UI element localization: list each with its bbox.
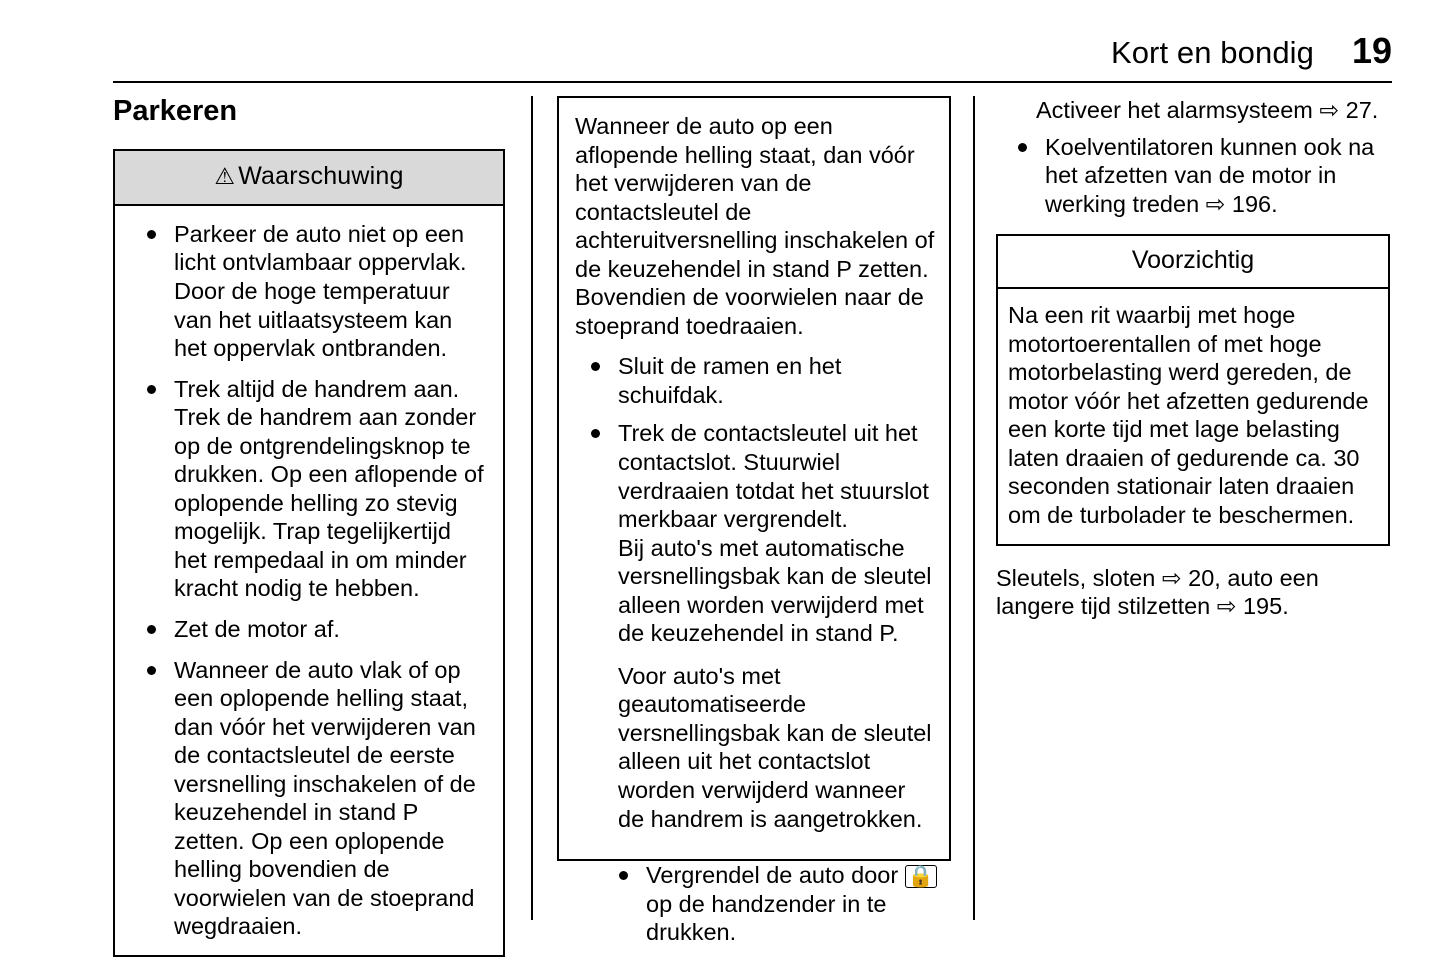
alarm-reference-line: Activeer het alarmsysteem ⇨ 27. [1036, 97, 1379, 123]
warning-list [125, 220, 489, 941]
list-item: Parkeer de auto niet op een licht ontvlambaar oppervlak. Door de hoge temperatuur van het uitlaatsysteem kan het oppervlak ontbranden. [125, 220, 489, 363]
section-title-parkeren: Parkeren [113, 95, 238, 127]
list-item: Koelventilatoren kunnen ook na het afzetten van de motor in werking treden ⇨ 196. [996, 133, 1392, 219]
column-3 [996, 96, 1392, 644]
warning-body [115, 206, 503, 955]
column-divider-1 [531, 96, 533, 920]
parking-steps-list [569, 352, 937, 833]
caution-body: Na een rit waarbij met hoge motortoerentallen of met hoge motorbelasting werd gereden, de motor vóór het afzetten gedurende een korte tijd met lage belasting laten draaien of gedurende ca. 30 seconden stationair laten draaien om de turbolader te beschermen. [1008, 302, 1369, 529]
list-item: Zet de motor af. [125, 615, 489, 644]
note-paragraph: Bij auto's met automatische versnellingsbak kan de sleutel alleen worden verwijderd met de keuzehendel in stand P. [618, 534, 932, 647]
column-1 [113, 96, 509, 957]
header-divider [113, 81, 1392, 83]
warning-box [113, 149, 505, 957]
lock-step-list [597, 861, 953, 947]
list-item: Sluit de ramen en het schuifdak. [569, 352, 937, 409]
column-2 [575, 96, 953, 947]
caution-box [996, 234, 1390, 545]
warning-heading-label: Waarschuwing [238, 161, 404, 190]
list-item: Wanneer de auto vlak of op een oplopende helling staat, dan vóór het verwijderen van de contactsleutel de eerste versnelling inschakelen of de keuzehendel in stand P zetten. Op een oplopende helling bovendien de voorwielen van de stoeprand wegdraaien. [125, 656, 489, 941]
cooling-fan-list [996, 133, 1392, 219]
page-title: Kort en bondig [1110, 35, 1314, 70]
list-item [597, 861, 953, 947]
lock-step-suffix: op de handzender in te drukken. [646, 890, 887, 946]
list-item: Trek altijd de handrem aan. Trek de handrem aan zonder op de ontgrendelingsknop te drukken. Op een aflopende of oplopende helling zo stevig mogelijk. Trap tegelijkertijd het rempedaal in om minder kracht nodig te hebben. [125, 375, 489, 603]
page-header [113, 30, 1392, 82]
caution-heading: Voorzichtig [998, 236, 1388, 289]
list-item [569, 419, 937, 833]
note-paragraph: Voor auto's met geautomatiseerde versnellingsbak kan de sleutel alleen uit het contactslot worden verwijderd wanneer de handrem is aangetrokken. [618, 662, 932, 832]
lock-step-prefix: Vergrendel de auto door [646, 862, 899, 889]
lead-paragraph: Wanneer de auto op een aflopende helling staat, dan vóór het verwijderen van de contactsleutel de achteruitversnelling inschakelen of de keuzehendel in stand P zetten. Bovendien de voorwielen naar de stoeprand toedraaien. [575, 113, 935, 339]
warning-heading [115, 151, 503, 206]
cross-reference-text: Sleutels, sloten ⇨ 20, auto een langere tijd stilzetten ⇨ 195. [996, 564, 1319, 620]
continuation-box [557, 96, 951, 861]
column-divider-2 [973, 96, 975, 920]
list-item-text: Trek de contactsleutel uit het contactslot. Stuurwiel verdraaien totdat het stuurslot merkbaar vergrendelt. [618, 420, 929, 533]
lock-icon: 🔒 [905, 865, 937, 888]
warning-triangle-icon: ⚠ [214, 162, 236, 189]
page-number: 19 [1351, 30, 1392, 71]
